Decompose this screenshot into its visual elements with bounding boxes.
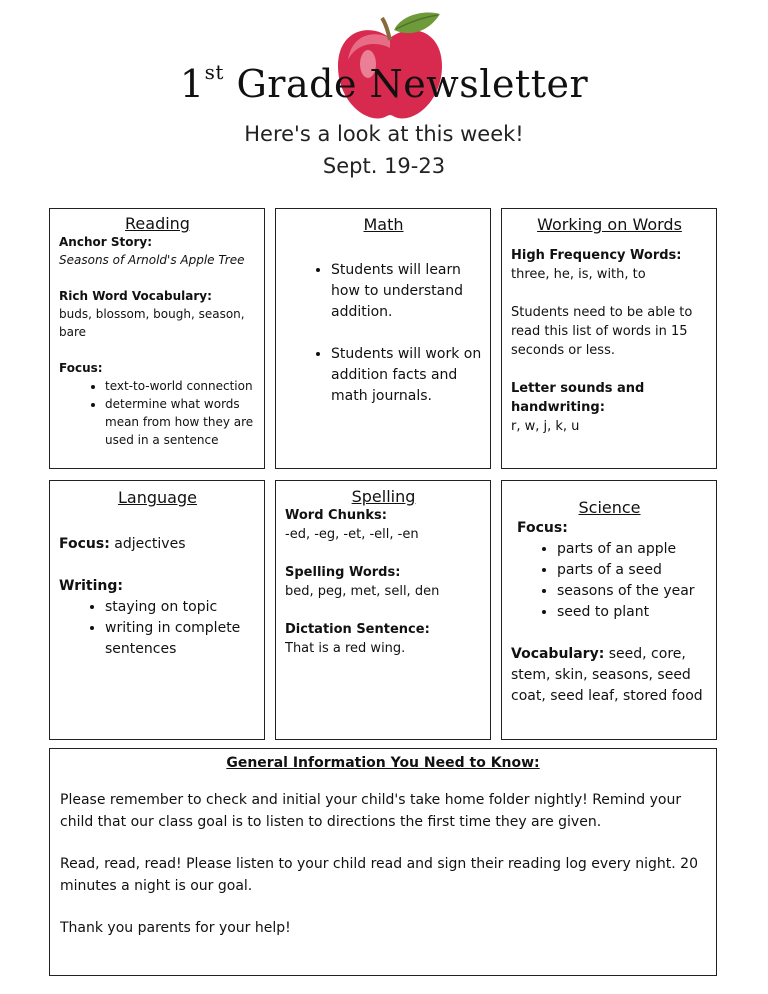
newsletter-dates: Sept. 19-23 <box>322 154 446 178</box>
spelling-words: bed, peg, met, sell, den <box>285 584 440 599</box>
science-vocabulary: Vocabulary: seed, core, stem, skin, seasons, seed coat, seed leaf, stored food <box>511 646 703 704</box>
list-item: • writing in complete sentences <box>105 618 256 660</box>
high-frequency-label: High Frequency Words: <box>511 248 682 263</box>
high-frequency-words: three, he, is, with, to <box>511 267 646 282</box>
science-heading: Science <box>578 498 641 517</box>
spelling-words-label: Spelling Words: <box>285 565 401 580</box>
list-item: • parts of an apple <box>557 539 708 560</box>
reading-heading: Reading <box>125 214 190 233</box>
general-paragraph-1: Please remember to check and initial your child's take home folder nightly! Remind your child that our class goal is to listen to directions the first time they are given. <box>60 792 682 830</box>
reading-section <box>49 208 265 469</box>
vocabulary-line: Rich Word Vocabulary: <box>59 289 212 303</box>
working-on-words-heading: Working on Words <box>537 215 682 234</box>
language-section <box>49 480 265 740</box>
science-focus-label: Focus: <box>517 520 568 536</box>
list-item: • Students will work on addition facts and math journals. <box>331 344 482 407</box>
reading-focus-label: Focus: <box>59 361 103 375</box>
anchor-story-title: Seasons of Arnold's Apple Tree <box>59 253 245 267</box>
language-focus: Focus: adjectives <box>59 536 186 552</box>
writing-label: Writing: <box>59 578 123 594</box>
general-paragraph-3: Thank you parents for your help! <box>60 920 291 936</box>
dictation-sentence: That is a red wing. <box>285 641 406 656</box>
math-list <box>285 260 482 407</box>
list-item: • text-to-world connection <box>105 377 256 395</box>
list-item: • seed to plant <box>557 602 708 623</box>
working-on-words-section <box>501 208 717 469</box>
dictation-label: Dictation Sentence: <box>285 622 430 637</box>
list-item: • seasons of the year <box>557 581 708 602</box>
language-heading: Language <box>118 488 197 507</box>
writing-list <box>59 597 256 660</box>
list-item: • determine what words mean from how they are used in a sentence <box>105 395 256 449</box>
science-section <box>501 480 717 740</box>
high-frequency-note: Students need to be able to read this list of words in 15 seconds or less. <box>511 305 693 358</box>
general-information-section <box>49 748 717 976</box>
newsletter-title: 1st Grade Newsletter <box>179 60 589 106</box>
vocabulary-words: buds, blossom, bough, season, bare <box>59 307 245 339</box>
letter-sounds-list: r, w, j, k, u <box>511 419 580 434</box>
list-item: • Students will learn how to understand addition. <box>331 260 482 323</box>
list-item: • staying on topic <box>105 597 256 618</box>
reading-focus-list <box>59 377 256 449</box>
letter-sounds-label: Letter sounds and handwriting: <box>511 381 645 415</box>
word-chunks-label: Word Chunks: <box>285 508 387 523</box>
math-section <box>275 208 491 469</box>
math-heading: Math <box>363 215 404 234</box>
science-focus-list <box>511 539 708 623</box>
newsletter-subtitle: Here's a look at this week! <box>244 122 524 146</box>
general-information-heading: General Information You Need to Know: <box>226 755 540 771</box>
list-item: • parts of a seed <box>557 560 708 581</box>
general-paragraph-2: Read, read, read! Please listen to your child read and sign their reading log every night. 20 minutes a night is our goal. <box>60 856 698 894</box>
spelling-heading: Spelling <box>351 487 416 506</box>
anchor-story-label: Anchor Story: <box>59 235 152 249</box>
word-chunks: -ed, -eg, -et, -ell, -en <box>285 527 419 542</box>
spelling-section <box>275 480 491 740</box>
